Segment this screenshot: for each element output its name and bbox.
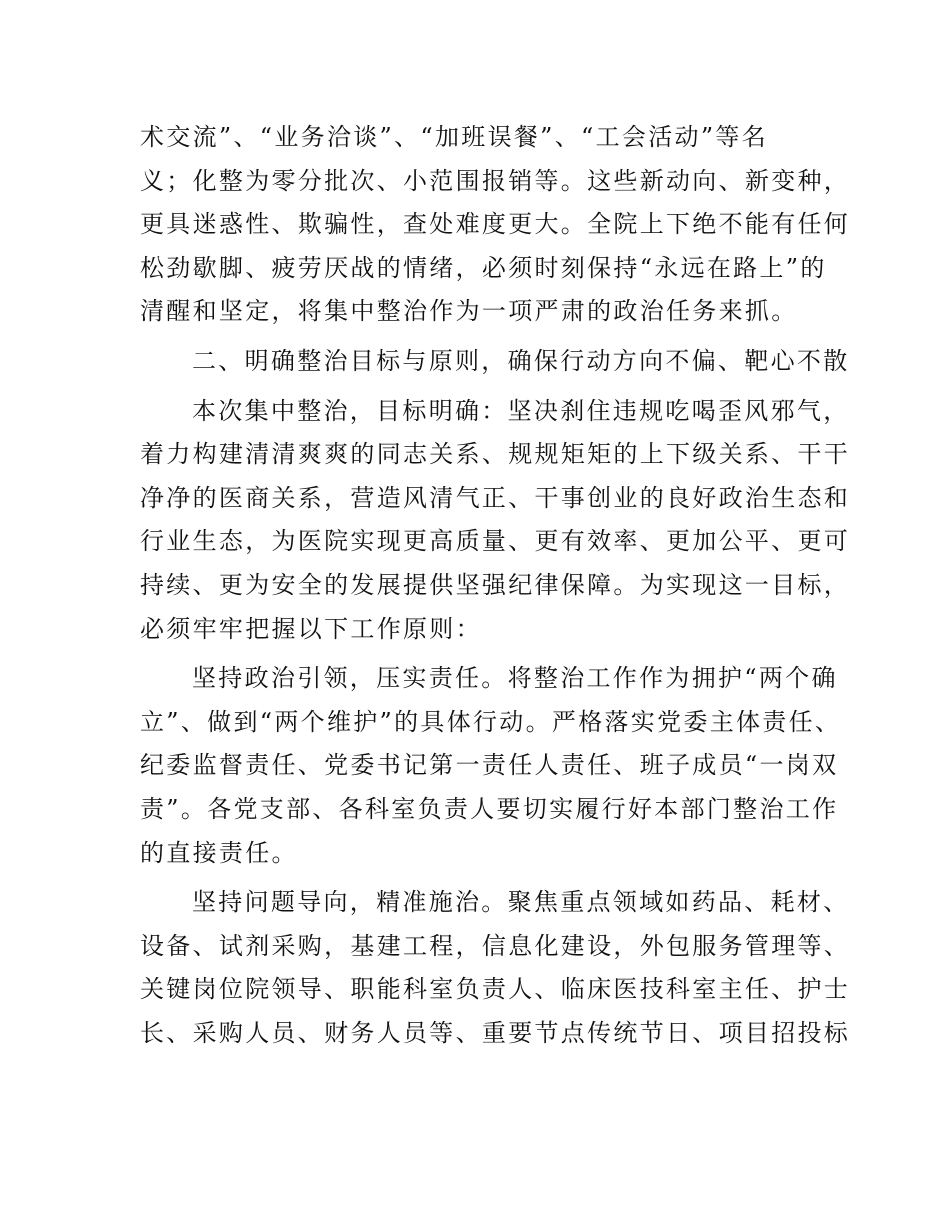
text-line: 行业生态，为医院实现更高质量、更有效率、更加公平、更可 xyxy=(140,527,851,556)
text-line: 坚持问题导向，精准施治。聚焦重点领域如药品、耗材、 xyxy=(192,888,850,917)
text-line: 着力构建清清爽爽的同志关系、规规矩矩的上下级关系、干干 xyxy=(140,440,851,469)
text-line: 设备、试剂采购，基建工程，信息化建设，外包服务管理等、 xyxy=(140,931,851,960)
text-line: 清醒和坚定，将集中整治作为一项严肃的政治任务来抓。 xyxy=(140,297,798,326)
body-text xyxy=(140,116,851,1055)
text-line: 义；化整为零分批次、小范围报销等。这些新动向、新变种， xyxy=(140,166,851,195)
text-line: 坚持政治引领，压实责任。将整治工作作为拥护“两个确 xyxy=(192,664,838,693)
section-heading: 二、明确整治目标与原则，确保行动方向不偏、靶心不散 xyxy=(192,346,850,375)
text-line: 立”、做到“两个维护”的具体行动。严格落实党委主体责任、 xyxy=(140,707,842,736)
text-line: 术交流”、“业务洽谈”、“加班误餐”、“工会活动”等名 xyxy=(140,123,768,151)
text-line: 关键岗位院领导、职能科室负责人、临床医技科室主任、护士 xyxy=(140,975,851,1004)
text-line: 必须牢牢把握以下工作原则： xyxy=(140,614,482,643)
text-line: 更具迷惑性、欺骗性，查处难度更大。全院上下绝不能有任何 xyxy=(140,210,851,239)
text-line: 责”。各党支部、各科室负责人要切实履行好本部门整治工作 xyxy=(140,794,839,823)
text-line: 本次集中整治，目标明确：坚决刹住违规吃喝歪风邪气， xyxy=(192,396,850,425)
text-line: 的直接责任。 xyxy=(140,838,298,867)
text-line: 松劲歇脚、疲劳厌战的情绪，必须时刻保持“永远在路上”的 xyxy=(140,253,827,282)
text-line: 纪委监督责任、党委书记第一责任人责任、班子成员“一岗双 xyxy=(140,751,839,780)
text-line: 长、采购人员、财务人员等、重要节点传统节日、项目招投标 xyxy=(140,1018,851,1047)
text-line: 净净的医商关系，营造风清气正、干事创业的良好政治生态和 xyxy=(140,483,851,512)
text-line: 持续、更为安全的发展提供坚强纪律保障。为实现这一目标， xyxy=(140,570,851,599)
